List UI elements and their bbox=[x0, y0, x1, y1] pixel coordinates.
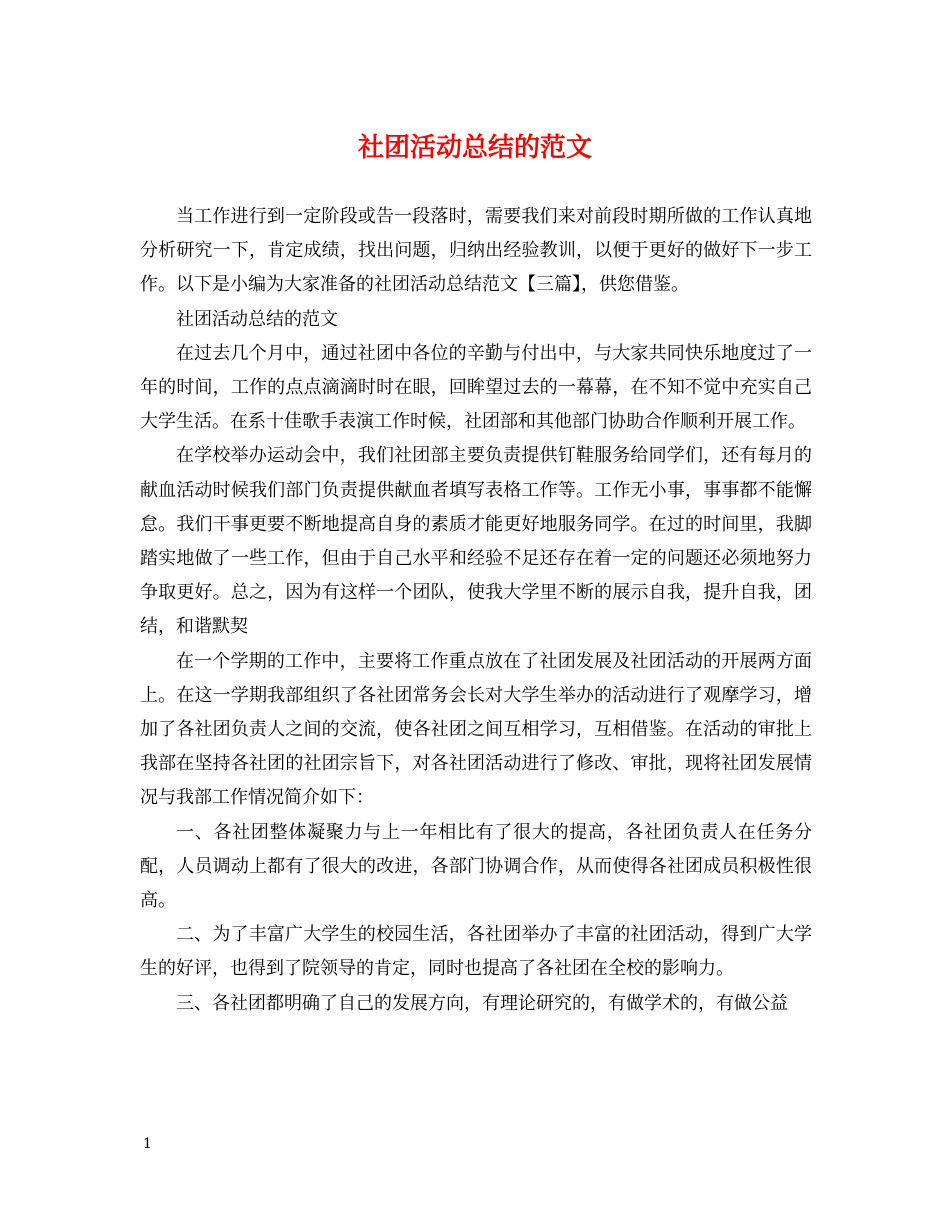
page-number: 1 bbox=[143, 1136, 152, 1152]
paragraph-list-item: 二、为了丰富广大学生的校园生活，各社团举办了丰富的社团活动，得到广大学生的好评，也得到了院领导的肯定，同时也提高了各社团在全校的影响力。 bbox=[140, 924, 812, 980]
paragraph: 在过去几个月中，通过社团中各位的辛勤与付出中，与大家共同快乐地度过了一年的时间，工作的点点滴滴时时在眼，回眸望过去的一幕幕，在不知不觉中充实自己大学生活。在系十佳歌手表演工作时候，社团部和其他部门协助合作顺利开展工作。 bbox=[140, 342, 812, 433]
document-title: 社团活动总结的范文 bbox=[357, 133, 592, 163]
document-body bbox=[140, 200, 812, 1021]
paragraph-intro: 当工作进行到一定阶段或告一段落时，需要我们来对前段时期所做的工作认真地分析研究一下，肯定成绩，找出问题，归纳出经验教训，以便于更好的做好下一步工作。以下是小编为大家准备的社团活动总结范文【三篇】，供您借鉴。 bbox=[140, 206, 812, 296]
paragraph-list-item: 一、各社团整体凝聚力与上一年相比有了很大的提高，各社团负责人在任务分配，人员调动上都有了很大的改进，各部门协调合作，从而使得各社团成员积极性很高。 bbox=[140, 821, 812, 912]
paragraph: 在一个学期的工作中，主要将工作重点放在了社团发展及社团活动的开展两方面上。在这一学期我部组织了各社团常务会长对大学生举办的活动进行了观摩学习，增加了各社团负责人之间的交流，使各社团之间互相学习，互相借鉴。在活动的审批上我部在坚持各社团的社团宗旨下，对各社团活动进行了修改、审批，现将社团发展情况与我部工作情况简介如下： bbox=[140, 650, 812, 809]
paragraph-subheading: 社团活动总结的范文 bbox=[176, 308, 338, 330]
paragraph: 在学校举办运动会中，我们社团部主要负责提供钉鞋服务给同学们，还有每月的献血活动时候我们部门负责提供献血者填写表格工作等。工作无小事，事事都不能懈怠。我们干事更要不断地提高自身的素质才能更好地服务同学。在过的时间里，我脚踏实地做了一些工作，但由于自己水平和经验不足还存在着一定的问题还必须地努力争取更好。总之，因为有这样一个团队，使我大学里不断的展示自我，提升自我，团结，和谐默契 bbox=[140, 445, 812, 638]
paragraph-list-item: 三、各社团都明确了自己的发展方向，有理论研究的，有做学术的，有做公益 bbox=[176, 992, 788, 1014]
